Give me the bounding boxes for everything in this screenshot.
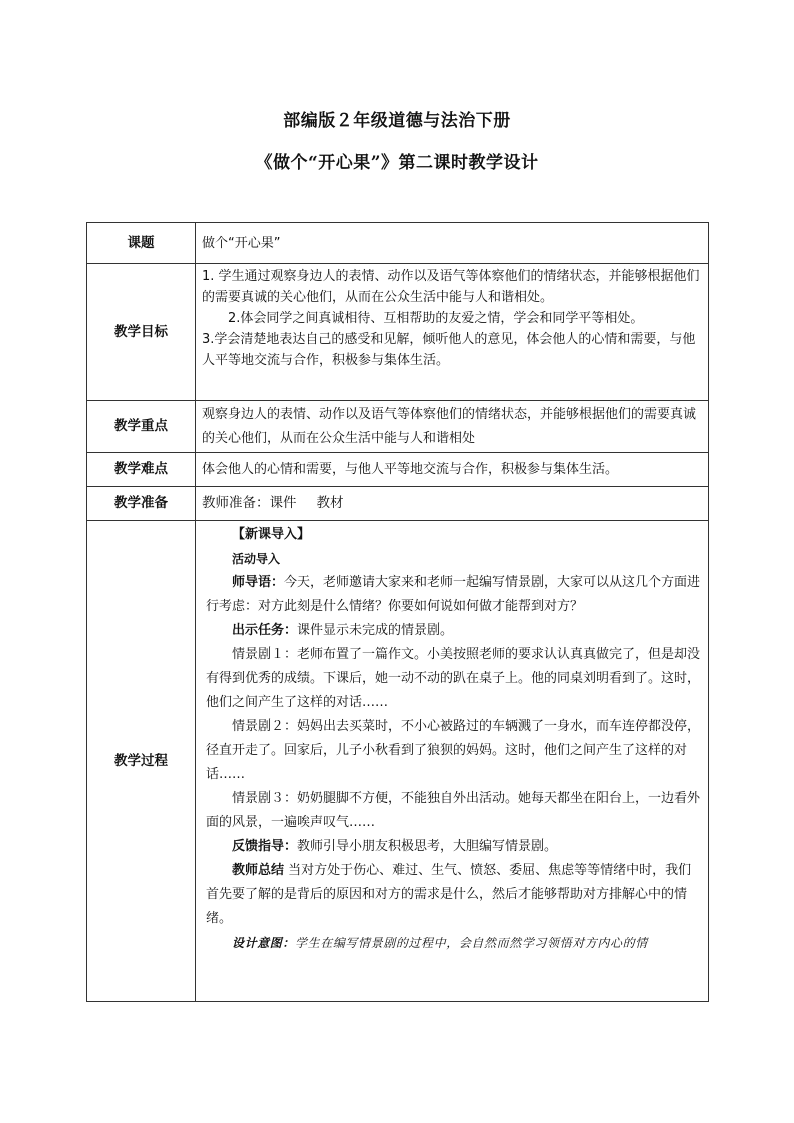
- topic-value: 做个“开心果”: [196, 223, 709, 264]
- key-points-content: [196, 401, 709, 453]
- goal-item: 2.体会同学之间真诚相待、互相帮助的友爱之情，学会和同学平等相处。: [228, 311, 644, 326]
- feedback: [206, 835, 704, 859]
- design-intent: [206, 931, 704, 953]
- scene-2: 情景剧２：妈妈出去买菜时，不小心被路过的车辆溅了一身水，而车连停都没停，径直开走了。回家后，儿子小秋看到了狼狈的妈妈。这时，他们之间产生了这样的对话……: [206, 719, 701, 782]
- scene-3: 情景剧３：奶奶腿脚不方便，不能独自外出活动。她每天都坐在阳台上，一边看外面的风景，一遍唉声叹气……: [206, 791, 701, 830]
- teacher-intro-label: 师导语：: [232, 575, 285, 590]
- preparation-content: [196, 487, 709, 521]
- summary-text: 当对方处于伤心、难过、生气、愤怒、委屈、焦虑等等情绪中时，我们首先要了解的是背后的原因和对方的需求是什么，然后才能够帮助对方排解心中的情绪。: [206, 863, 692, 926]
- document-title-line2: 《做个“开心果”》第二课时教学设计: [255, 153, 539, 173]
- lesson-plan-table: [86, 222, 709, 1002]
- table-row-process: [87, 521, 709, 1002]
- goals-content: [196, 264, 709, 401]
- goal-item: 1. 学生通过观察身边人的表情、动作以及语气等体察他们的情绪状态，并能够根据他们的需要真诚的关心他们，从而在公众生活中能与人和谐相处。: [202, 269, 700, 305]
- goal-item: 3.学会清楚地表达自己的感受和见解，倾听他人的意见，体会他人的心情和需要，与他人平等地交流与合作，积极参与集体生活。: [202, 332, 696, 368]
- teacher-intro: [206, 571, 704, 619]
- difficulties-text: 体会他人的心情和需要，与他人平等地交流与合作，积极参与集体生活。: [196, 453, 709, 487]
- section-heading: 【新课导入】: [232, 527, 311, 542]
- process-content: [196, 521, 709, 1002]
- key-points-label: 教学重点: [87, 401, 196, 453]
- table-row-topic: [87, 223, 709, 264]
- preparation-item: 教材: [316, 495, 344, 511]
- key-points-text: 观察身边人的表情、动作以及语气等体察他们的情绪状态，并能够根据他们的需要真诚的关心他们，从而在公众生活中能与人和谐相处: [202, 407, 697, 446]
- table-row-key-points: [87, 401, 709, 453]
- activity-heading: 活动导入: [232, 552, 281, 566]
- table-row-preparation: [87, 487, 709, 521]
- summary-label: 教师总结: [232, 863, 285, 878]
- scene-1: 情景剧１：老师布置了一篇作文。小美按照老师的要求认认真真做完了，但是却没有得到优秀的成绩。下课后，她一动不动的趴在桌子上。他的同桌刘明看到了。这时，他们之间产生了这样的对话……: [206, 647, 701, 710]
- design-text: 学生在编写情景剧的过程中，会自然而然学习领悟对方内心的情: [295, 936, 648, 950]
- preparation-label: 教学准备: [87, 487, 196, 521]
- process-label: 教学过程: [87, 521, 196, 1002]
- design-label: 设计意图：: [232, 936, 296, 950]
- feedback-label: 反馈指导：: [232, 839, 298, 854]
- table-row-difficulties: [87, 453, 709, 487]
- task: [206, 619, 704, 643]
- topic-label: 课题: [87, 223, 196, 264]
- teacher-intro-text: 今天，老师邀请大家来和老师一起编写情景剧，大家可以从这几个方面进行考虑：对方此刻是什么情绪？你要如何说如何做才能帮到对方？: [206, 575, 701, 614]
- task-label: 出示任务：: [232, 623, 298, 638]
- teacher-summary: [206, 859, 704, 931]
- goals-label: 教学目标: [87, 264, 196, 401]
- task-text: 课件显示未完成的情景剧。: [297, 623, 454, 638]
- difficulties-label: 教学难点: [87, 453, 196, 487]
- feedback-text: 教师引导小朋友积极思考，大胆编写情景剧。: [297, 839, 558, 854]
- table-row-goals: [87, 264, 709, 401]
- document-title-line1: 部编版２年级道德与法治下册: [283, 111, 511, 131]
- preparation-prefix: 教师准备：课件: [202, 495, 297, 511]
